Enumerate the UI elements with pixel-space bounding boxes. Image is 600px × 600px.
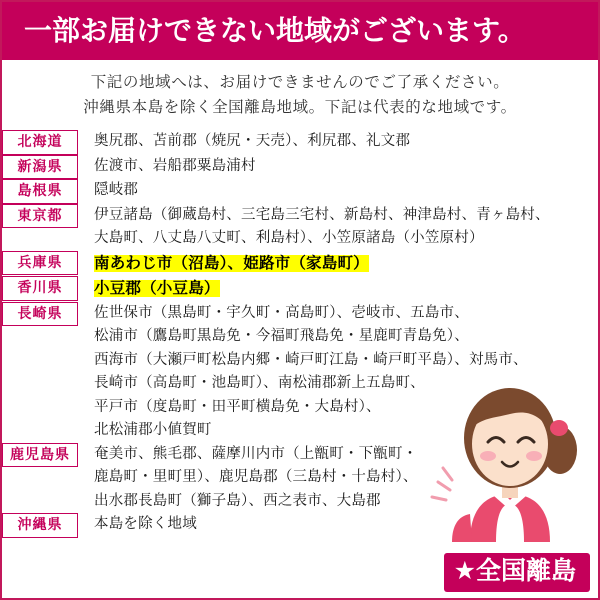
highlighted-text: 小豆郡（小豆島）: [94, 280, 220, 298]
region-desc-line: 松浦市（鷹島町黒島免・今福町飛島免・星鹿町青島免）、: [94, 328, 469, 345]
table-row: [2, 251, 598, 276]
region-desc-cell: [94, 302, 598, 443]
region-label-cell: [2, 155, 94, 180]
region-desc-cell: [94, 276, 598, 301]
region-label-cell: [2, 443, 94, 513]
region-label-cell: [2, 513, 94, 538]
region-badge: 鹿児島県: [2, 443, 78, 468]
region-label-cell: [2, 130, 94, 155]
intro-line: 沖縄県本島を除く全国離島地域。下記は代表的な地域です。: [83, 99, 517, 117]
region-badge: 沖縄県: [2, 513, 78, 538]
region-desc-line: 鹿島町・里町里）、鹿児島郡（三島村・十島村）、: [94, 469, 418, 486]
region-badge: 香川県: [2, 276, 78, 301]
region-desc-cell: [94, 130, 598, 155]
region-desc-line: 隠岐郡: [94, 182, 139, 199]
table-row: [2, 276, 598, 301]
table-row: [2, 204, 598, 251]
region-desc-cell: [94, 251, 598, 276]
region-label-cell: [2, 276, 94, 301]
region-desc-line: 奄美市、熊毛郡、薩摩川内市（上甑町・下甑町・: [94, 445, 418, 462]
table-row: [2, 302, 598, 443]
region-badge: 東京都: [2, 204, 78, 229]
region-desc-line: 北松浦郡小値賀町: [94, 422, 212, 439]
region-desc-line: [94, 276, 598, 301]
region-badge: 北海道: [2, 130, 78, 155]
region-desc-line: 大島町、八丈島八丈町、利島村）、小笠原諸島（小笠原村）: [94, 230, 484, 247]
region-desc-line: 佐世保市（黒島町・宇久町・高島町）、壱岐市、五島市、: [94, 304, 469, 321]
region-desc-cell: [94, 443, 598, 513]
status-badge: ★全国離島: [444, 553, 590, 592]
region-label-cell: [2, 302, 94, 443]
region-desc-cell: [94, 513, 598, 538]
region-badge: 長崎県: [2, 302, 78, 327]
region-desc-cell: [94, 204, 598, 251]
region-label-cell: [2, 179, 94, 204]
region-badge: 兵庫県: [2, 251, 78, 276]
region-desc-line: 奥尻郡、苫前郡（焼尻・天売）、利尻郡、礼文郡: [94, 133, 411, 150]
region-desc-line: 西海市（大瀬戸町松島内郷・崎戸町江島・崎戸町平島）、対馬市、: [94, 351, 528, 368]
page-header: [2, 2, 598, 60]
region-table: [2, 130, 598, 537]
intro-line: 下記の地域へは、お届けできませんのでご了承ください。: [90, 74, 510, 91]
region-label-cell: [2, 204, 94, 251]
region-desc-line: 本島を除く地域: [94, 516, 197, 533]
page-title: 一部お届けできない地域がございます。: [24, 15, 526, 46]
region-desc-cell: [94, 155, 598, 180]
highlighted-text: 南あわじ市（沼島）、姫路市（家島町）: [94, 254, 369, 272]
region-desc-line: [94, 251, 598, 276]
table-row: [2, 130, 598, 155]
region-label-cell: [2, 251, 94, 276]
table-row: [2, 513, 598, 538]
region-desc-line: 平戸市（度島町・田平町横島免・大島村）、: [94, 398, 381, 415]
table-row: [2, 443, 598, 513]
region-badge: 新潟県: [2, 155, 78, 180]
intro-block: [2, 60, 598, 126]
region-desc-line: 伊豆諸島（御蔵島村、三宅島三宅村、新島村、神津島村、青ヶ島村、: [94, 206, 550, 223]
table-row: [2, 155, 598, 180]
region-badge: 島根県: [2, 179, 78, 204]
region-desc-line: 出水郡長島町（獅子島）、西之表市、大島郡: [94, 492, 381, 509]
region-desc-line: 佐渡市、岩船郡粟島浦村: [94, 157, 256, 174]
table-row: [2, 179, 598, 204]
region-desc-line: 長崎市（高島町・池島町）、南松浦郡新上五島町、: [94, 375, 425, 392]
region-desc-cell: [94, 179, 598, 204]
